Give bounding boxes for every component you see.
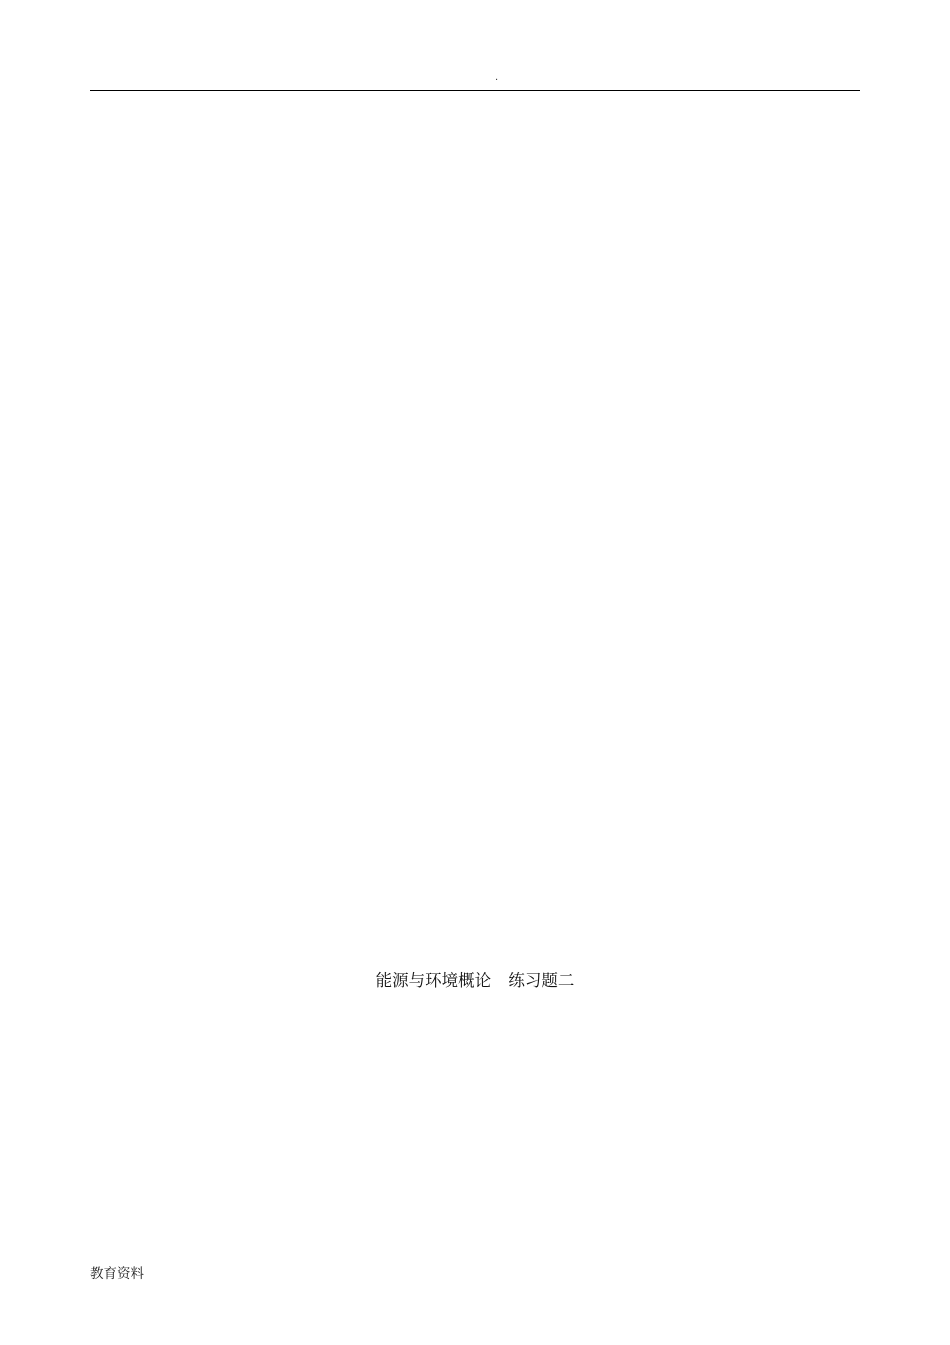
footer-text: 教育资料 [90,1266,144,1282]
section-title: 能源与环境概论 练习题二 [375,971,575,990]
header-rule [90,90,860,91]
header-dot: . [495,72,499,83]
